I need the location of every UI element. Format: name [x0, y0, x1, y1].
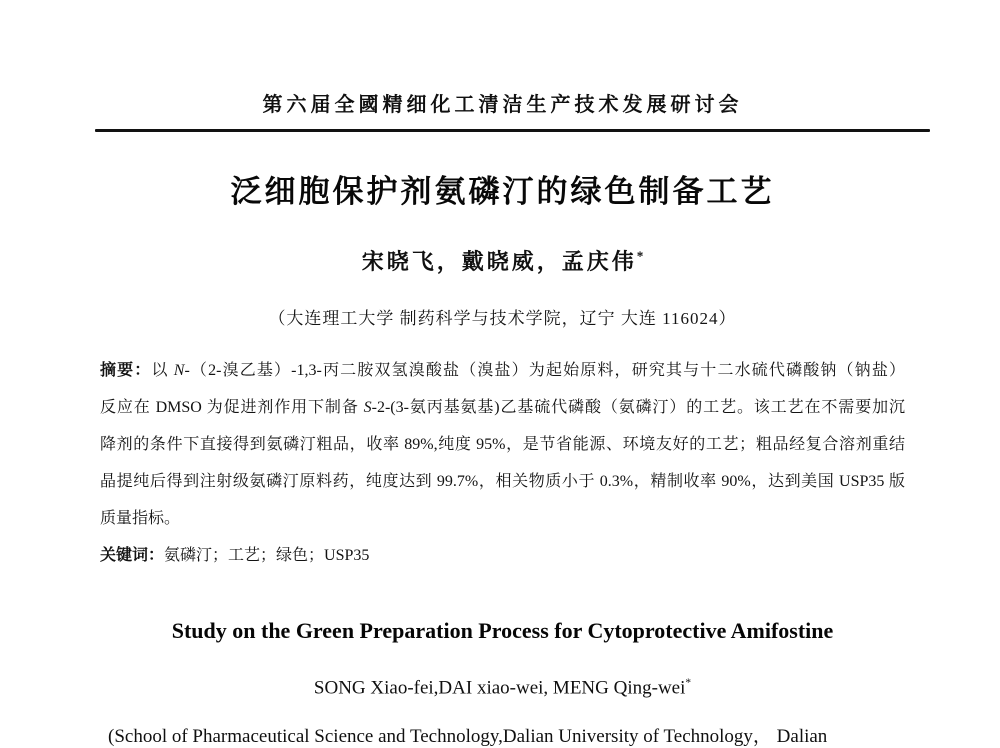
text-segment: 晶提纯后得到注射级氨磷汀原料药，纯度达到 99.7%，相关物质小于 0.3%，精制收率 90%，达到美国 USP35 版	[100, 473, 905, 490]
corresponding-author-mark: *	[636, 248, 644, 264]
abstract-line	[100, 389, 905, 426]
authors-en-names: SONG Xiao-fei,DAI xiao-wei, MENG Qing-wei	[313, 677, 686, 699]
paper-title-en: Study on the Green Preparation Process for Cytoprotective Amifostine	[171, 618, 834, 643]
text-segment: N	[173, 362, 185, 379]
text-segment: 降剂的条件下直接得到氨磷汀粗品，收率 89%,纯度 95%，是节省能源、环境友好的工艺；粗品经复合溶剂重结	[100, 436, 905, 453]
text-segment: 质量指标。	[100, 510, 181, 527]
authors-zh	[100, 245, 905, 276]
conference-header: 第六届全國精细化工清洁生产技术发展研讨会	[262, 94, 743, 116]
abstract-line	[100, 463, 905, 500]
text-segment: 以	[151, 362, 174, 379]
text-segment: 氨磷汀；工艺；绿色；USP35	[164, 547, 370, 564]
keywords-line	[100, 537, 905, 574]
text-segment: -（2-溴乙基）-1,3-丙二胺双氢溴酸盐（溴盐）为起始原料，研究其与十二水硫代磷酸钠（钠盐）	[184, 362, 905, 379]
abstract-line	[100, 426, 905, 463]
text-segment: -2-(3-氨丙基氨基)乙基硫代磷酸（氨磷汀）的工艺。该工艺在不需要加沉	[371, 399, 905, 416]
paper-title-zh: 泛细胞保护剂氨磷汀的绿色制备工艺	[230, 174, 775, 209]
text-segment: 反应在 DMSO 为促进剂作用下制备	[100, 399, 364, 416]
abstract-line	[100, 500, 905, 537]
document-page	[100, 0, 905, 748]
affiliation-zh: （大连理工大学 制药科学与技术学院，辽宁 大连 116024）	[268, 309, 737, 328]
abstract-line	[100, 352, 905, 389]
text-segment: 摘要：	[100, 362, 152, 379]
abstract-paragraph	[100, 352, 905, 537]
text-segment: S	[363, 399, 372, 416]
header-rule	[95, 129, 930, 132]
authors-zh-names: 宋晓飞，戴晓威，孟庆伟	[361, 249, 637, 274]
text-segment: 关键词：	[100, 547, 165, 564]
corresponding-author-mark-en: *	[685, 677, 692, 689]
affiliation-en: (School of Pharmaceutical Science and Technology,Dalian University of Technology， Dalian	[108, 726, 828, 748]
